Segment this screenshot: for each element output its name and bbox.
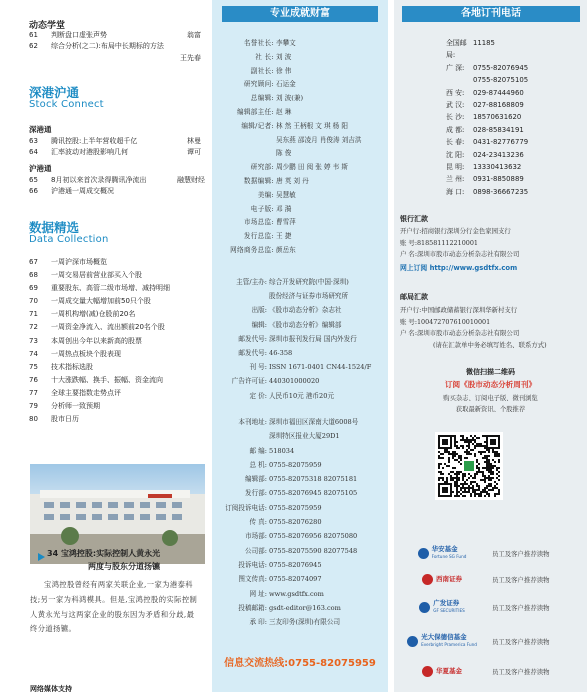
- info-key: 总 机:: [249, 460, 267, 469]
- partner-row[interactable]: [400, 658, 583, 684]
- info-key: 主管/主办:: [236, 278, 267, 286]
- info-value: 0898-36667235: [473, 187, 529, 196]
- info-key: [212, 134, 274, 148]
- partner-caption: 员工及客户推荐读物: [492, 637, 550, 646]
- info-key: 社 长:: [255, 52, 274, 61]
- info-key: 公司部:: [244, 546, 267, 555]
- partner-subname: Everbright Pramerica Fund: [421, 642, 477, 647]
- partner-name: 华夏基金: [436, 666, 462, 675]
- subsection-szhk: 深港通: [29, 125, 52, 134]
- toc-number: 68: [29, 271, 38, 280]
- info-key: 兰 州:: [446, 175, 465, 184]
- info-key: [446, 74, 473, 86]
- toc-item[interactable]: [29, 387, 201, 400]
- partner-logo: [400, 631, 484, 651]
- toc-number: 74: [29, 349, 38, 358]
- toc-item[interactable]: [29, 269, 201, 282]
- info-value: 深圳市福田区深南大道6008号: [269, 418, 359, 426]
- partner-name: 西南证券: [436, 574, 462, 583]
- partner-logo-icon: [407, 636, 418, 647]
- info-value: 518034: [269, 446, 295, 455]
- partners-heading: 网络媒体支持: [30, 685, 72, 692]
- info-row: [212, 587, 388, 601]
- info-value: 0755-82075590 82077548: [269, 546, 358, 555]
- info-value: 13330413632: [473, 163, 522, 172]
- info-value: 刘 波(兼): [276, 94, 304, 103]
- info-row: [212, 374, 388, 388]
- info-key: 邮发代号:: [238, 349, 267, 358]
- info-value: 0755-82075959: [269, 460, 322, 469]
- info-value: 《股市动态分析》杂志社: [269, 306, 342, 315]
- info-key: 昆 明:: [446, 163, 465, 172]
- info-value: 027-88168809: [473, 101, 524, 110]
- info-row: [212, 515, 388, 529]
- info-row: [446, 124, 528, 136]
- toc-list-shhk: [29, 175, 205, 198]
- info-key: 定 价:: [249, 391, 267, 400]
- toc-number: 69: [29, 284, 38, 293]
- info-key: 成 都:: [446, 125, 465, 134]
- wechat-promo: 微信扫描二维码 订阅《股市动态分析周刊》 购买杂志、订阅电子版、微刊浏览 获取最新资讯、个股推荐: [443, 368, 538, 413]
- toc-item[interactable]: 61 判断盘口虚张声势 翁富: [29, 31, 201, 39]
- info-row: [212, 78, 388, 92]
- info-value: 46-358: [269, 349, 293, 358]
- info-row: [212, 134, 388, 148]
- partner-row[interactable]: [400, 566, 583, 592]
- info-row: [212, 458, 388, 472]
- info-key: 广 深:: [446, 63, 465, 72]
- info-row: [212, 501, 388, 515]
- info-value: 曹雪萍: [276, 218, 296, 227]
- partner-logo-icon: [422, 666, 433, 677]
- info-key: 编辑/记者:: [241, 121, 274, 130]
- info-value: 深圳特区报业大厦29D1: [269, 432, 340, 441]
- info-value: 周少鹏 田 阅 张 婷 韦 斯: [276, 163, 348, 172]
- section-title-data: 数据精选: [29, 220, 80, 235]
- partner-caption: 员工及客户推荐读物: [492, 667, 550, 676]
- masthead-column: [212, 0, 388, 692]
- info-value: 深圳市报刊发行局 国内外发行: [269, 334, 357, 343]
- qr-code-icon: [438, 435, 500, 497]
- toc-number: 80: [29, 415, 38, 424]
- info-key: 市场部:: [244, 532, 267, 541]
- info-value: 0755-82075959: [269, 503, 322, 512]
- info-value: 18570631620: [473, 113, 522, 122]
- partner-logo: [400, 543, 484, 563]
- staff-list: [212, 37, 388, 258]
- toc-text: 一周机构增(减)仓股前20名: [51, 310, 136, 319]
- info-value: 陈 俊: [276, 149, 292, 158]
- info-key: 邮 编:: [249, 446, 267, 455]
- info-value: 颜岳东: [276, 245, 296, 254]
- info-key: 刊 号:: [249, 363, 267, 372]
- info-value: 王 捷: [276, 232, 292, 241]
- phone-list: [446, 37, 528, 198]
- info-key: 武 汉:: [446, 101, 465, 110]
- partner-row[interactable]: [400, 628, 583, 654]
- info-row: [446, 62, 528, 74]
- bank-title: 银行汇款: [400, 215, 428, 223]
- partner-logo: [400, 597, 484, 617]
- info-value: 029-87444960: [473, 88, 524, 97]
- info-key: 市场总监:: [243, 218, 274, 227]
- info-row: [212, 389, 388, 403]
- info-key: 广告许可证:: [231, 377, 267, 386]
- partner-subname: Fortune SG Fund: [431, 554, 467, 559]
- info-value: 0755-82075318 82075181: [269, 475, 358, 484]
- partner-name: 广发证券: [433, 599, 460, 607]
- subscription-column: [394, 0, 587, 692]
- subsection-shhk: 沪港通: [29, 164, 52, 173]
- partner-name: 华安基金: [431, 545, 458, 553]
- info-row: [446, 149, 528, 161]
- info-value: 0755-82076280: [269, 518, 322, 527]
- info-row: [212, 230, 388, 244]
- info-key: 西 安:: [446, 88, 465, 97]
- article-headline[interactable]: 34 宝鸿控股:实际控制人黄永光: [47, 549, 161, 558]
- bank-details: 开户行:招商银行深圳分行金色家园支行 账 号:818581112210001 户 名:深圳市股市动态分析杂志社有限公司: [400, 227, 520, 259]
- info-row: [212, 37, 388, 51]
- toc-number: 70: [29, 297, 38, 306]
- info-key: 编辑部:: [244, 475, 267, 484]
- info-key: 传 真:: [249, 518, 267, 527]
- info-value: 林 然 王柄根 文 琪 杨 阳: [276, 121, 348, 130]
- toc-item[interactable]: [29, 321, 201, 334]
- info-key: 投诉电话:: [238, 560, 267, 569]
- info-value: 李攀文: [276, 39, 296, 47]
- toc-item[interactable]: 66 沪港通一周成交概况: [29, 187, 114, 196]
- masthead-banner: 专业成就财富: [222, 6, 378, 22]
- toc-item[interactable]: [29, 348, 201, 361]
- toc-item[interactable]: [29, 295, 201, 308]
- info-row: [212, 486, 388, 500]
- info-row: [212, 203, 388, 217]
- post-transfer: [400, 292, 585, 351]
- info-key: 发行总监:: [243, 232, 274, 241]
- info-row: [212, 572, 388, 586]
- info-row: [212, 529, 388, 543]
- partner-logo: [400, 569, 484, 589]
- toc-text: 一周交易居前营业部买入个股: [51, 271, 142, 280]
- info-key: 投稿邮箱:: [238, 603, 267, 612]
- info-key: 沈 阳:: [446, 150, 465, 159]
- section-title-stock-connect: 深港沪通: [29, 85, 80, 100]
- toc-item[interactable]: [29, 400, 201, 413]
- info-value: 0931-8850889: [473, 175, 524, 184]
- info-row: [212, 161, 388, 175]
- info-value: 0431-82776779: [473, 138, 529, 147]
- info-row: [212, 415, 388, 429]
- partner-logo-icon: [422, 574, 433, 585]
- info-row: [212, 289, 388, 303]
- toc-number: 79: [29, 402, 38, 411]
- section-subtitle-stock-connect: Stock Connect: [29, 99, 104, 110]
- info-value: 0755-82076945: [473, 63, 529, 72]
- info-key: 网 址:: [249, 589, 267, 598]
- info-row: [446, 87, 528, 99]
- toc-number: 76: [29, 375, 38, 384]
- toc-list-szhk: [29, 136, 201, 159]
- toc-number: 72: [29, 323, 38, 332]
- post-title: 邮局汇款: [400, 293, 428, 301]
- publisher-list: [212, 275, 388, 403]
- info-row: [212, 601, 388, 615]
- info-value: 赵 琳: [276, 107, 292, 116]
- info-row: [212, 429, 388, 443]
- partner-row[interactable]: [400, 540, 583, 566]
- info-row: [212, 216, 388, 230]
- info-row: [446, 186, 528, 198]
- toc-item[interactable]: [29, 282, 201, 295]
- info-key: 长 沙:: [446, 113, 465, 122]
- info-value: ISSN 1671-0401 CN44-1524/F: [269, 363, 372, 372]
- toc-item[interactable]: [29, 256, 201, 269]
- online-subscription[interactable]: 网上订阅 http://www.gsdtfx.com: [400, 263, 518, 272]
- partner-caption: 员工及客户推荐读物: [492, 603, 550, 612]
- info-row: [446, 37, 528, 62]
- partner-name: 光大保德信基金: [421, 633, 467, 641]
- online-url-link[interactable]: http://www.gsdtfx.com: [429, 263, 518, 272]
- info-value: 吴东燕 邵凌月 肖俊涛 刘吉洪: [276, 135, 362, 144]
- info-row: [212, 360, 388, 374]
- toc-number: 67: [29, 258, 38, 266]
- toc-text: 全球主要指数走势点评: [51, 388, 121, 397]
- article-summary: 宝鸿控股曾经有两家关联企业,一家为港泰科技;另一家为科鸿模具。但是,宝鸿控股的实际控制人黄永光与这两家企业的股东因为矛盾和分歧,最终分道扬镳。: [30, 580, 198, 634]
- section-title-dongtai: 动态学堂: [29, 21, 66, 31]
- info-value: 024-23413236: [473, 150, 524, 159]
- info-key: 本刊地址:: [238, 418, 267, 426]
- info-value: 唐 英 刘 丹: [276, 176, 309, 185]
- toc-text: 一周资金净流入、流出额前20名个股: [51, 323, 165, 332]
- toc-number: 75: [29, 362, 38, 371]
- info-key: 副社长:: [250, 66, 274, 75]
- info-row: [212, 346, 388, 360]
- info-value: 《股市动态分析》编辑部: [269, 320, 342, 329]
- bank-transfer: [400, 214, 585, 272]
- info-row: [212, 92, 388, 106]
- info-row: [212, 120, 388, 134]
- info-key: 出版:: [251, 306, 267, 315]
- hotline: 信息交流热线:0755-82075959: [224, 658, 376, 669]
- info-key: [212, 147, 274, 161]
- partner-caption: 员工及客户推荐读物: [492, 575, 550, 584]
- info-row: [212, 558, 388, 572]
- info-row: [212, 444, 388, 458]
- info-value: 三友印务(深圳)有限公司: [269, 618, 341, 627]
- info-key: 美编:: [257, 190, 274, 199]
- info-row: [212, 275, 388, 289]
- info-row: [446, 111, 528, 123]
- info-key: 图文传真:: [238, 575, 267, 584]
- toc-list-dongtai: [29, 30, 201, 64]
- info-key: [212, 289, 267, 303]
- toc-text: 一周成交量大幅增加前50只个股: [51, 297, 151, 306]
- info-value: 综合开发研究院(中国·深圳): [269, 278, 349, 286]
- toc-column: [0, 0, 205, 692]
- info-value: 石运金: [276, 80, 296, 89]
- info-row: [446, 74, 528, 86]
- info-row: [446, 99, 528, 111]
- info-key: 编辑:: [251, 320, 267, 329]
- info-row: [446, 173, 528, 185]
- toc-number: 71: [29, 310, 38, 319]
- info-key: 电子版:: [250, 204, 274, 213]
- info-key: 研究部:: [250, 163, 274, 172]
- info-key: [212, 429, 267, 443]
- toc-item[interactable]: [29, 361, 201, 374]
- info-row: [212, 544, 388, 558]
- info-key: 研究顾问:: [243, 80, 274, 89]
- info-row: [446, 161, 528, 173]
- toc-number: 77: [29, 388, 38, 397]
- info-value: 440301000020: [269, 377, 320, 386]
- toc-item[interactable]: 65 8月初以来首次录得腾讯净流出 融慧财经: [29, 176, 205, 184]
- toc-text: 分析师一致预期: [51, 402, 100, 411]
- toc-text: 技术指标选股: [51, 362, 93, 371]
- info-value: www.gsdtfx.com: [269, 589, 324, 598]
- info-key: 邮发代号:: [238, 334, 267, 343]
- toc-list-data: [29, 256, 201, 426]
- info-row: [212, 615, 388, 629]
- info-value: 0755-82075105: [473, 76, 529, 85]
- subscription-banner: 各地订刊电话: [402, 6, 580, 22]
- info-row: [446, 136, 528, 148]
- info-key: 编辑部主任:: [237, 107, 274, 116]
- qr-code[interactable]: [435, 432, 503, 500]
- partner-logo-icon: [418, 548, 429, 559]
- info-value: 0755-82076945 82075105: [269, 489, 358, 498]
- post-details: 开户行:中国邮政储蓄银行深圳华新村支行 账 号:100472707610010001 户 名:深圳市股市动态分析杂志社有限公司 (请在汇款单中务必填写姓名、联系方式): [400, 306, 547, 349]
- info-row: [212, 189, 388, 203]
- toc-item[interactable]: [29, 374, 201, 387]
- info-key: 全国邮局:: [446, 39, 467, 60]
- info-value: 刘 波: [276, 52, 292, 61]
- info-value: 11185: [473, 39, 495, 47]
- address-list: [212, 415, 388, 629]
- partner-logo-icon: [419, 602, 430, 613]
- info-value: 股份经济与证券市场研究所: [269, 292, 349, 301]
- toc-item[interactable]: [29, 335, 201, 348]
- toc-text: 十大涨跌幅、换手、振幅、资金流向: [51, 375, 163, 384]
- toc-text: 重要股东、高管二级市场增、减持明细: [51, 284, 170, 293]
- info-row: [212, 175, 388, 189]
- info-row: [212, 51, 388, 65]
- info-key: 海 口:: [446, 187, 465, 196]
- info-row: [212, 106, 388, 120]
- info-value: 邓 漪: [276, 204, 292, 213]
- toc-item[interactable]: [29, 413, 201, 426]
- info-value: gsdt-editor@163.com: [269, 603, 341, 612]
- info-value: 0755-82074097: [269, 575, 322, 584]
- info-key: 发行部:: [244, 489, 267, 498]
- info-value: 人民币10元 港币20元: [269, 391, 335, 400]
- info-key: 总编辑:: [250, 94, 274, 103]
- toc-item[interactable]: [29, 308, 201, 321]
- partner-subname: GF SECURITIES: [433, 608, 465, 613]
- info-value: 0755-82076956 82075080: [269, 532, 358, 541]
- article-headline-line2: 两度与股东分道扬镳: [88, 562, 160, 571]
- info-key: 长 春:: [446, 138, 465, 147]
- toc-text: 一周热点板块个股表现: [51, 349, 121, 358]
- toc-author: 王先春: [180, 53, 201, 62]
- info-key: 名誉社长:: [243, 39, 274, 47]
- info-value: 028-85834191: [473, 125, 524, 134]
- section-subtitle-data: Data Collection: [29, 234, 109, 245]
- info-value: 0755-82076945: [269, 560, 322, 569]
- info-key: 数据编辑:: [243, 176, 274, 185]
- partner-caption: 员工及客户推荐读物: [492, 549, 550, 558]
- info-row: [212, 147, 388, 161]
- toc-item[interactable]: 64 汇率波动对港股影响几何 谭可: [29, 148, 201, 157]
- info-row: [212, 318, 388, 332]
- toc-text: 本周创出今年以来新高的股票: [51, 336, 142, 345]
- info-key: 网络商务总监:: [230, 245, 274, 254]
- partner-row[interactable]: [400, 594, 583, 620]
- info-row: [212, 244, 388, 258]
- toc-number: 73: [29, 336, 38, 345]
- toc-text: 股市日历: [51, 415, 79, 424]
- info-row: [212, 472, 388, 486]
- info-row: [212, 303, 388, 317]
- partner-logo: [400, 661, 484, 681]
- info-row: [212, 65, 388, 79]
- info-value: 徐 伟: [276, 66, 292, 75]
- info-key: 订阅投诉电话:: [225, 503, 267, 512]
- info-row: [212, 332, 388, 346]
- toc-text: 一周沪深市场概览: [51, 258, 107, 266]
- toc-item[interactable]: 62 综合分析(之二):布局中长期标的方法: [29, 42, 164, 51]
- info-value: 吴慧敏: [276, 190, 296, 199]
- info-key: 承 印:: [249, 618, 267, 627]
- toc-item[interactable]: 63 腾讯控股:上半年营收超千亿 林曼: [29, 137, 201, 145]
